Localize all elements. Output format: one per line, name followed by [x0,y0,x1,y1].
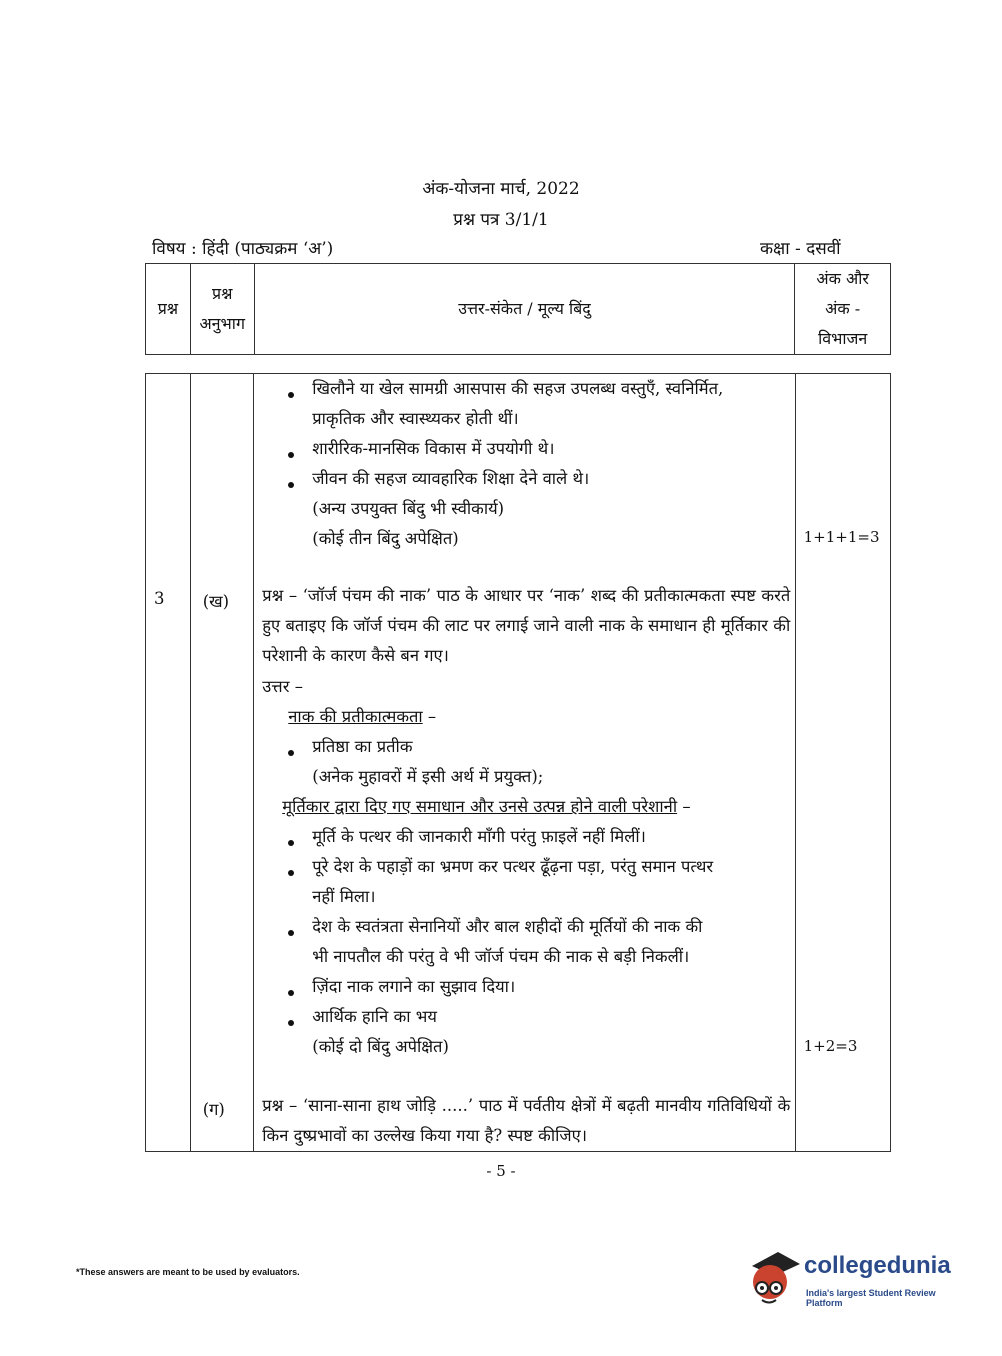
note-three: (कोई तीन बिंदु अपेक्षित) [312,529,459,548]
document-title: अंक-योजना मार्च, 2022 [422,179,580,199]
symbol-heading: नाक की प्रतीकात्मकता [288,707,423,726]
question-column [146,374,191,1152]
student-mascot-icon [742,1248,802,1310]
bullet-text: शारीरिक-मानसिक विकास में उपयोगी थे। [312,439,555,458]
header-marks-line1: अंक और [816,269,869,288]
bullet-dot [288,831,294,850]
header-section [190,264,254,355]
bullet-dot [288,383,294,402]
header-marks-line2: अंक - [825,299,861,318]
question-kh-text: प्रश्न – ‘जॉर्ज पंचम की नाक’ पाठ के आधार पर ‘नाक’ शब्द की प्रतीकात्मकता स्पष्ट करते हुए बताइए कि जॉर्ज पंचम की लाट पर लगाई जाने वाली नाक के समाधान ही मूर्तिकार की परेशानी के कारण कैसे बन गए। [262,586,791,665]
sculptor-heading-row [282,794,690,817]
marks-value: 1+1+1=3 [803,528,880,546]
header-answer: उत्तर-संकेत / मूल्य बिंदु [254,264,795,355]
symbol-note: (अनेक मुहावरों में इसी अर्थ में प्रयुक्त); [312,767,544,786]
bullet-dot [288,981,294,1000]
footnote: *These answers are meant to be used by evaluators. [76,1267,300,1277]
header-marks-line3: विभाजन [818,329,868,348]
symbol-bullet: प्रतिष्ठा का प्रतीक [312,737,413,756]
bullet-text: जीवन की सहज व्यावहारिक शिक्षा देने वाले थे। [312,469,590,488]
class-label: कक्षा - दसवीं [760,239,841,259]
sculptor-bullet: पूरे देश के पहाड़ों का भ्रमण कर पत्थर ढूँढ़ना पड़ा, परंतु समान पत्थर [312,857,714,876]
sculptor-heading: मूर्तिकार द्वारा दिए गए समाधान और उनसे उत्पन्न होने वाली परेशानी [282,797,678,816]
subject-label: विषय : हिंदी (पाठ्यक्रम ‘अ’) [152,239,334,259]
logo-tagline: India's largest Student Review Platform [806,1288,936,1308]
page-number: - 5 - [486,1162,516,1180]
bullet-dot [288,861,294,880]
section-column [190,374,254,1152]
answer-table [145,373,891,1152]
header-section-line2: अनुभाग [199,314,245,333]
section-g: (ग) [202,1100,225,1119]
bullet-dot [288,1011,294,1030]
marks-value: 1+2=3 [803,1037,858,1055]
sculptor-bullet: आर्थिक हानि का भय [312,1007,437,1026]
bullet-text-cont: प्राकृतिक और स्वास्थ्यकर होती थीं। [312,409,519,428]
bullet-dot [288,443,294,462]
logo-name: collegedunia [804,1252,951,1279]
paper-code: प्रश्न पत्र 3/1/1 [453,210,549,230]
bullet-dot [288,921,294,940]
header-section-line1: प्रश्न [212,284,233,303]
question-g-text: प्रश्न – ‘साना-साना हाथ जोड़ि .....’ पाठ में पर्वतीय क्षेत्रों में बढ़ती मानवीय गतिविधियों के किन दुष्प्रभावों का उल्लेख किया गया है? स्पष्ट कीजिए। [262,1096,791,1145]
symbol-heading-row [288,704,436,727]
sculptor-bullet-cont: नहीं मिला। [312,887,376,906]
collegedunia-logo[interactable] [742,1248,972,1310]
marks-column [795,374,890,1152]
answer-column [254,374,795,1152]
sculptor-bullet: देश के स्वतंत्रता सेनानियों और बाल शहीदों की मूर्तियों की नाक की [312,917,703,936]
bullet-dot [288,473,294,492]
section-kh: (ख) [202,592,230,611]
sculptor-bullet-cont: भी नापतौल की परंतु वे भी जॉर्ज पंचम की नाक से बड़ी निकलीं। [312,947,690,966]
header-question: प्रश्न [146,264,191,355]
note-two: (कोई दो बिंदु अपेक्षित) [312,1037,449,1056]
header-marks [795,264,891,355]
sculptor-bullet: मूर्ति के पत्थर की जानकारी माँगी परंतु फ़ाइलें नहीं मिलीं। [312,827,646,846]
header-table [145,263,891,355]
answer-label: उत्तर – [262,677,303,696]
note-other: (अन्य उपयुक्त बिंदु भी स्वीकार्य) [312,499,505,518]
sculptor-dash: – [682,797,691,816]
symbol-dash: – [427,707,437,726]
bullet-dot [288,741,294,760]
sculptor-bullet: ज़िंदा नाक लगाने का सुझाव दिया। [312,977,516,996]
question-number: 3 [154,589,165,608]
bullet-text: खिलौने या खेल सामग्री आसपास की सहज उपलब्ध वस्तुएँ, स्वनिर्मित, [312,379,724,398]
